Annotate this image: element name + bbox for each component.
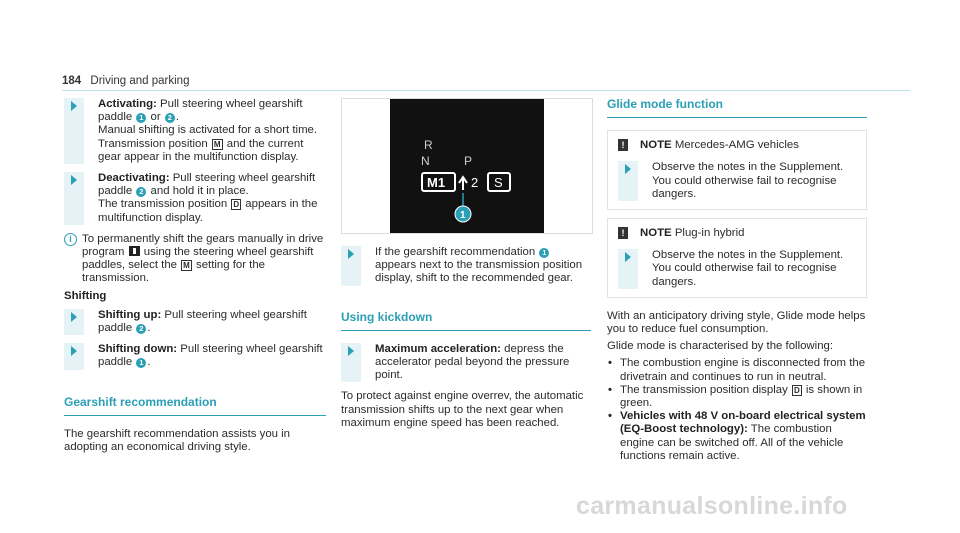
gearshift-recommendation-text: The gearshift recommendation assists you in adopting an economical driving style. — [64, 427, 291, 454]
m-symbol-icon: M — [183, 261, 190, 271]
text-run: . — [147, 356, 151, 369]
column-3 — [607, 98, 867, 463]
step-arrow-icon — [71, 101, 77, 111]
text-run: The transmission position — [98, 198, 231, 211]
text-run: . — [175, 111, 180, 124]
m-symbol-icon: M — [213, 139, 221, 149]
text-run: To permanently shift the gears manually in drive program — [82, 232, 324, 259]
recommended-gear: 2 — [471, 175, 479, 190]
step-label: Activating: — [98, 98, 157, 110]
shifting-heading: Shifting — [64, 289, 107, 302]
step-kickdown — [341, 343, 591, 383]
text-run: is shown in green. — [620, 383, 863, 410]
step-arrow-icon — [348, 249, 354, 259]
glide-paragraph-2: Glide mode is characterised by the following: — [607, 340, 834, 353]
current-gear: M1 — [427, 175, 446, 190]
header-divider — [62, 90, 910, 91]
step-arrow-icon — [71, 346, 77, 356]
text-run: setting for the transmission. — [82, 259, 266, 285]
list-item — [607, 384, 867, 410]
step-bar — [341, 343, 361, 383]
step-text — [375, 246, 591, 286]
note-hybrid — [607, 218, 867, 298]
gear-display-svg — [390, 99, 544, 233]
note-label: NOTE — [640, 227, 672, 240]
step-label: Deactivating: — [98, 172, 170, 185]
step-text — [98, 98, 326, 124]
step-text — [98, 309, 326, 335]
column-2 — [341, 98, 591, 430]
text-run: Pull steering wheel gearshift paddle — [98, 343, 323, 369]
step-bar — [618, 161, 638, 201]
instrument-display — [390, 99, 544, 233]
step-arrow-icon — [625, 164, 631, 174]
note-step — [618, 161, 856, 201]
step-shift-up — [64, 309, 326, 335]
callout-2-icon: 2 — [136, 187, 146, 197]
text-run: using the steering wheel gearshift paddles, select the — [82, 246, 314, 272]
step-arrow-icon — [348, 346, 354, 356]
step-shift-down — [64, 343, 326, 369]
step-arrow-icon — [71, 175, 77, 185]
text-run: If the gearshift recommendation — [375, 246, 539, 258]
step-text — [375, 343, 591, 383]
gear-p: P — [464, 154, 473, 168]
step-text — [98, 343, 326, 369]
info-icon: i — [64, 233, 77, 246]
glide-list — [607, 357, 867, 463]
glide-mode-title: Glide mode function — [607, 98, 867, 118]
step-text: Observe the notes in the Supplement. You could otherwise fail to recognise dangers. — [652, 249, 844, 288]
step-activating — [64, 98, 326, 164]
note-step — [618, 249, 856, 289]
step-bar — [64, 172, 84, 225]
text-run: Pull steering wheel gearshift paddle — [98, 98, 303, 124]
gear-display-figure — [341, 98, 593, 234]
callout-1-icon: 1 — [136, 113, 146, 123]
step-deactivating — [64, 172, 326, 225]
text-run: . — [147, 322, 151, 335]
step-label: Maximum acceleration: — [375, 342, 501, 355]
text-run: Pull steering wheel gearshift paddle — [98, 172, 316, 198]
callout-2-icon: 2 — [165, 113, 175, 123]
step-bar — [64, 343, 84, 369]
step-label: Shifting down: — [98, 343, 178, 356]
step-arrow-icon — [625, 252, 631, 262]
step-text: Observe the notes in the Supplement. You could otherwise fail to recognise dangers. — [652, 161, 844, 200]
step-text-2 — [98, 124, 326, 164]
page-number: 184 — [62, 75, 82, 87]
text-run: and the current gear appear in the multifunction display. — [98, 137, 304, 163]
note-heading — [618, 227, 856, 240]
step-recommendation — [341, 246, 591, 286]
list-item: • The combustion engine is disconnected from the drivetrain and continues to run in neutral. — [607, 357, 867, 383]
step-bar — [64, 309, 84, 335]
step-bar — [64, 98, 84, 164]
text-run: or — [147, 111, 164, 124]
step-arrow-icon — [71, 312, 77, 322]
list-label: Vehicles with 48 V on-board electrical system (EQ-Boost technology): — [620, 410, 866, 436]
section-title: Driving and parking — [90, 75, 190, 87]
note-label: NOTE — [640, 139, 672, 152]
step-text — [98, 172, 326, 198]
column-1 — [64, 98, 326, 454]
text-run: depress the accelerator pedal beyond the pressure point. — [375, 342, 570, 382]
text-run: Plug-in hybrid — [671, 227, 745, 240]
gear-r: R — [424, 138, 433, 152]
kickdown-title: Using kickdown — [341, 311, 591, 331]
d-symbol-icon: D — [233, 200, 240, 210]
callout-1-icon: 1 — [539, 248, 549, 258]
note-amg — [607, 130, 867, 210]
callout-2-icon: 2 — [136, 324, 146, 334]
callout-label: 1 — [460, 210, 466, 221]
page-header — [62, 75, 189, 88]
kickdown-paragraph: To protect against engine overrev, the automatic transmission shifts up to the next gear when maximum engine speed has been reached. — [341, 390, 584, 429]
step-bar — [618, 249, 638, 289]
step-bar — [341, 246, 361, 286]
text-run: and hold it in place. — [147, 185, 249, 198]
gear-n: N — [421, 154, 430, 168]
note-heading — [618, 139, 856, 152]
text-run: appears in the multifunction display. — [98, 198, 318, 224]
s-label: S — [494, 175, 503, 190]
text-run: Manual shifting is activated for a short time. Transmission position — [98, 124, 318, 150]
text-run: Mercedes-AMG vehicles — [671, 139, 799, 152]
watermark: carmanualsonline.info — [576, 492, 848, 520]
tip — [64, 233, 326, 286]
gearshift-recommendation-title: Gearshift recommendation — [64, 396, 326, 416]
text-run: appears next to the transmission position display, shift to the recommended gear. — [375, 259, 583, 285]
text-run: Pull steering wheel gearshift paddle — [98, 308, 307, 335]
glide-paragraph-1: With an anticipatory driving style, Glide mode helps you to reduce fuel consumption. — [607, 309, 866, 336]
drive-program-icon — [129, 246, 140, 256]
up-arrow-icon — [459, 177, 467, 190]
warning-icon: ! — [618, 139, 628, 151]
callout-1-icon: 1 — [136, 358, 146, 368]
step-label: Shifting up: — [98, 308, 162, 321]
step-text-2 — [98, 198, 326, 224]
text-run: The transmission position display — [620, 383, 791, 396]
text-run: The combustion engine can be switched off. All of the vehicle functions remain active. — [620, 423, 844, 462]
list-item — [607, 410, 867, 463]
d-symbol-icon: D — [793, 385, 800, 395]
warning-icon: ! — [618, 227, 628, 239]
